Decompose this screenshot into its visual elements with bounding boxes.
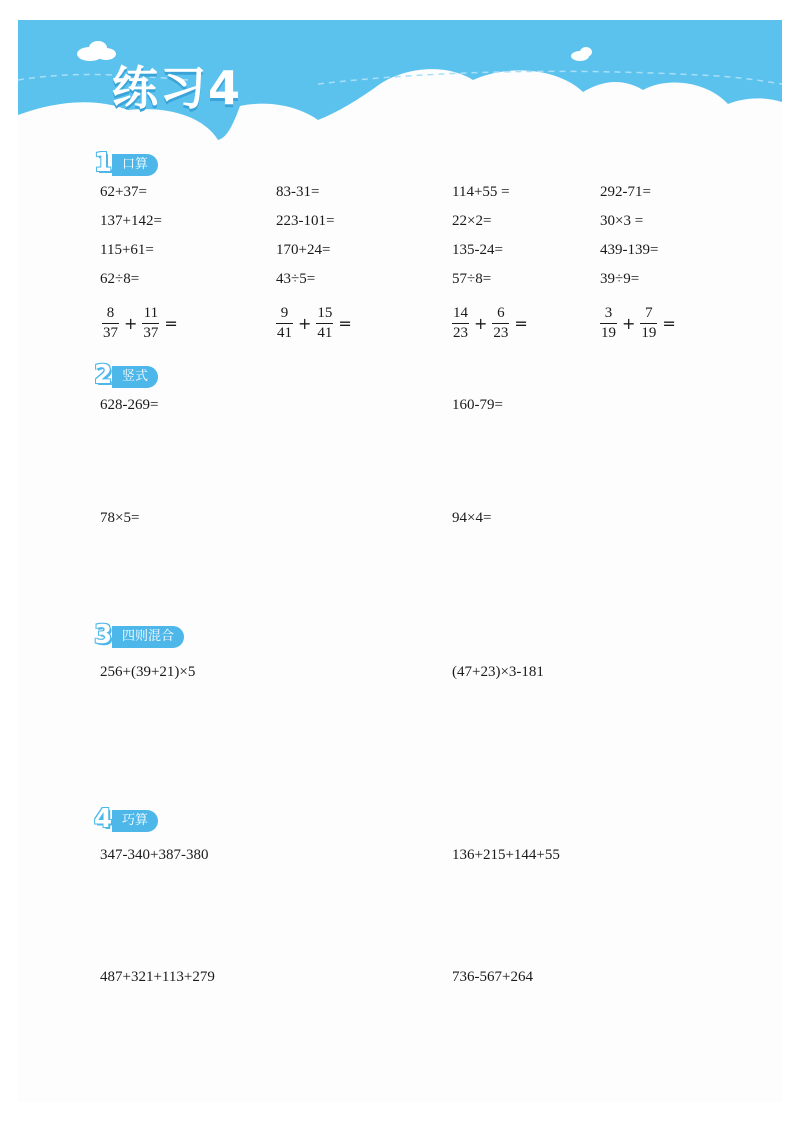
clever-question: 736-567+264 [452,969,533,985]
denominator: 19 [601,325,616,341]
oral-question: 114+55 = [452,184,510,200]
oral-question: 57÷8= [452,271,492,287]
denominator: 41 [277,325,292,341]
equals-sign: = [338,314,352,333]
page-title: 练习4 [112,61,243,115]
oral-question: 83-31= [276,184,320,200]
fraction [600,305,617,342]
fraction-question [100,305,181,342]
section-label: 四则混合 [112,626,184,648]
section-label: 竖式 [112,366,158,388]
numerator: 7 [645,305,653,321]
plus-sign: + [474,314,488,333]
numerator: 3 [604,305,613,321]
oral-question: 135-24= [452,242,503,258]
mixed-question: (47+23)×3-181 [452,664,544,680]
denominator: 37 [103,325,118,341]
fraction [640,305,657,342]
section-number: 1 [93,148,113,178]
oral-question: 115+61= [100,242,154,258]
denominator: 19 [641,325,657,341]
fraction [316,305,333,342]
plus-sign: + [124,314,138,333]
oral-question: 223-101= [276,213,335,229]
clever-question: 136+215+144+55 [452,847,560,863]
fraction-question [450,305,531,342]
vertical-question: 94×4= [452,510,492,526]
denominator: 41 [317,325,333,341]
oral-question: 439-139= [600,242,659,258]
mixed-question: 256+(39+21)×5 [100,664,196,680]
oral-question: 292-71= [600,184,651,200]
numerator: 8 [106,305,115,321]
vertical-question: 160-79= [452,397,503,413]
oral-question: 62÷8= [100,271,140,287]
denominator: 23 [493,325,509,341]
equals-sign: = [662,314,676,333]
plus-sign: + [298,314,312,333]
section-number: 3 [93,620,113,650]
worksheet-page [18,20,782,1102]
denominator: 23 [453,325,468,341]
oral-question: 43÷5= [276,271,316,287]
fraction-question [274,305,355,342]
vertical-question: 78×5= [100,510,140,526]
oral-question: 30×3 = [600,213,644,229]
numerator: 9 [280,305,289,321]
section-number: 2 [93,360,113,390]
oral-question: 39÷9= [600,271,640,287]
oral-question: 22×2= [452,213,492,229]
fraction [102,305,119,342]
numerator: 6 [497,305,505,321]
fraction [452,305,469,342]
section-label: 口算 [112,154,158,176]
section-number: 4 [93,804,113,834]
numerator: 15 [317,305,333,321]
fraction [276,305,293,342]
clever-question: 487+321+113+279 [100,969,215,985]
oral-question: 137+142= [100,213,162,229]
numerator: 11 [143,305,159,321]
oral-question: 170+24= [276,242,331,258]
section-label: 巧算 [112,810,158,832]
fraction [492,305,509,342]
clever-question: 347-340+387-380 [100,847,209,863]
plus-sign: + [622,314,636,333]
fraction-question [598,305,679,342]
vertical-question: 628-269= [100,397,159,413]
fraction [142,305,159,342]
equals-sign: = [514,314,528,333]
numerator: 14 [453,305,468,321]
equals-sign: = [164,314,178,333]
oral-question: 62+37= [100,184,147,200]
denominator: 37 [143,325,159,341]
